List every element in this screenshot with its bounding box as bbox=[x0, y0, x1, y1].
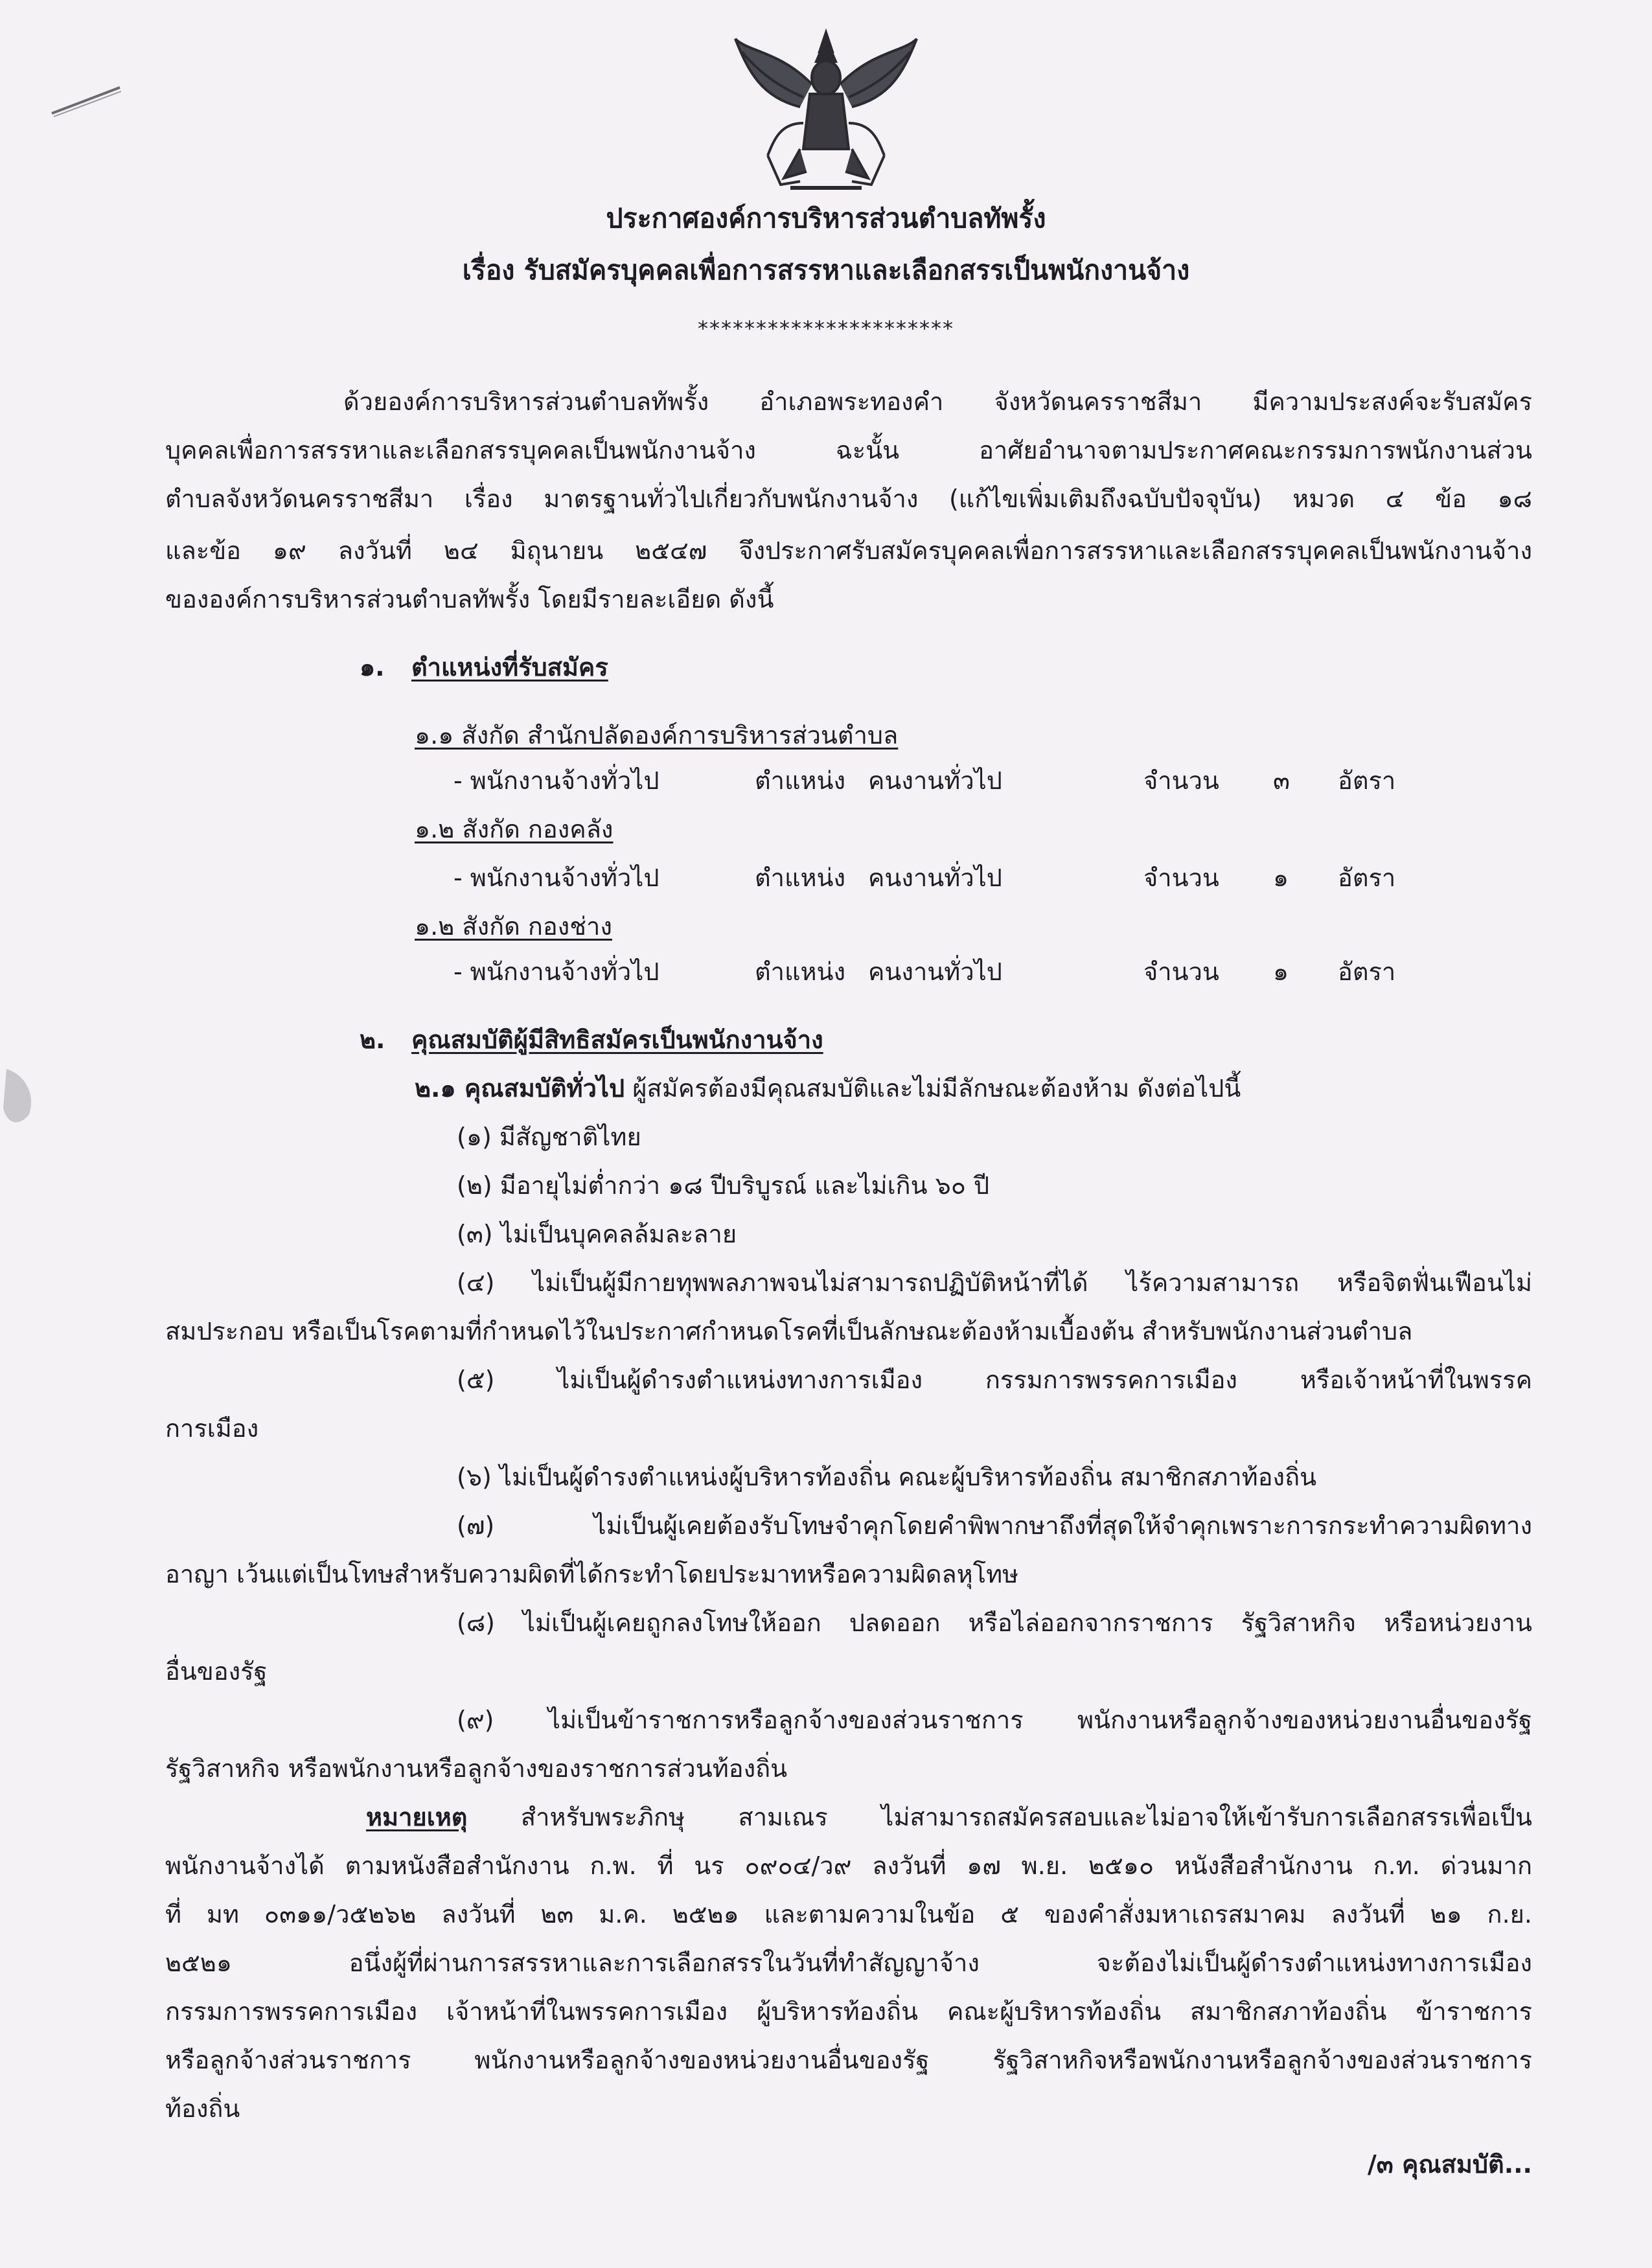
group-1-position: คนงานทั่วไป bbox=[868, 766, 1002, 795]
remark-line-6: หรือลูกจ้างส่วนราชการ พนักงานหรือลูกจ้างของหน่วยงานอื่นของรัฐ รัฐวิสาหกิจหรือพนักงานหรือลูกจ้างของส่วนราชการ bbox=[165, 2046, 1532, 2074]
paper-smudge bbox=[0, 1062, 45, 1134]
qualification-6: (๖) ไม่เป็นผู้ดำรงตำแหน่งผู้บริหารท้องถิ่น คณะผู้บริหารท้องถิ่น สมาชิกสภาท้องถิ่น bbox=[457, 1463, 1317, 1491]
qualification-3: (๓) ไม่เป็นบุคคลล้มละลาย bbox=[457, 1220, 737, 1248]
group-3-count: ๑ bbox=[1273, 957, 1289, 986]
intro-line-2: บุคคลเพื่อการสรรหาและเลือกสรรบุคคลเป็นพนักงานจ้าง ฉะนั้น อาศัยอำนาจตามประกาศคณะกรรมการพนักงานส่วน bbox=[165, 436, 1532, 464]
group-2-unit: อัตรา bbox=[1338, 864, 1396, 892]
section-1-number: ๑. bbox=[360, 653, 385, 682]
group-1-unit: อัตรา bbox=[1338, 766, 1396, 795]
section-2-1-heading: ๒.๑ คุณสมบัติทั่วไป bbox=[415, 1074, 625, 1103]
qualification-5-line-1: (๕) ไม่เป็นผู้ดำรงตำแหน่งทางการเมือง กรรมการพรรคการเมือง หรือเจ้าหน้าที่ในพรรค bbox=[457, 1366, 1532, 1394]
group-3-unit: อัตรา bbox=[1338, 957, 1396, 986]
section-2-number: ๒. bbox=[360, 1025, 385, 1054]
intro-line-4: และข้อ ๑๙ ลงวันที่ ๒๔ มิถุนายน ๒๕๔๗ จึงประกาศรับสมัครบุคคลเพื่อการสรรหาและเลือกสรรบุคคลเป็นพนักงานจ้าง bbox=[165, 536, 1532, 565]
remark-line-1 bbox=[366, 1801, 1532, 1833]
garuda-emblem-icon bbox=[729, 26, 923, 201]
qualification-8-line-1: (๘) ไม่เป็นผู้เคยถูกลงโทษให้ออก ปลดออก หรือไล่ออกจากราชการ รัฐวิสาหกิจ หรือหน่วยงาน bbox=[457, 1609, 1532, 1637]
group-2-position-label: ตำแหน่ง bbox=[755, 864, 846, 892]
group-3-position: คนงานทั่วไป bbox=[868, 957, 1002, 986]
pen-scratch-mark bbox=[49, 81, 126, 120]
qualification-7-line-1: (๗) ไม่เป็นผู้เคยต้องรับโทษจำคุกโดยคำพิพากษาถึงที่สุดให้จำคุกเพราะการกระทำความผิดทาง bbox=[457, 1511, 1532, 1540]
qualification-4-line-2: สมประกอบ หรือเป็นโรคตามที่กำหนดไว้ในประกาศกำหนดโรคที่เป็นลักษณะต้องห้ามเบื้องต้น สำหรับพนักงานส่วนตำบล bbox=[165, 1317, 1413, 1346]
qualification-7-line-2: อาญา เว้นแต่เป็นโทษสำหรับความผิดที่ได้กระทำโดยประมาทหรือความผิดลหุโทษ bbox=[165, 1560, 1019, 1588]
section-2-1 bbox=[415, 1072, 1241, 1105]
intro-line-1: ด้วยองค์การบริหารส่วนตำบลทัพรั้ง อำเภอพระทองคำ จังหวัดนครราชสีมา มีความประสงค์จะรับสมัคร bbox=[343, 387, 1532, 416]
group-2-type: - พนักงานจ้างทั่วไป bbox=[453, 864, 660, 892]
document-subject: เรื่อง รับสมัครบุคคลเพื่อการสรรหาและเลือกสรรเป็นพนักงานจ้าง bbox=[462, 255, 1190, 286]
remark-line-3: ที่ มท ๐๓๑๑/ว๕๒๖๒ ลงวันที่ ๒๓ ม.ค. ๒๕๒๑ และตามความในข้อ ๕ ของคำสั่งมหาเถรสมาคม ลงวันที่ ๒๑ ก.ย. bbox=[165, 1900, 1532, 1929]
group-1-count-label: จำนวน bbox=[1143, 766, 1219, 795]
group-2-label: ๑.๒ สังกัด กองคลัง bbox=[415, 815, 614, 843]
group-3-position-label: ตำแหน่ง bbox=[755, 957, 846, 986]
remark-line-2: พนักงานจ้างได้ ตามหนังสือสำนักงาน ก.พ. ที่ นร ๐๙๐๔/ว๙ ลงวันที่ ๑๗ พ.ย. ๒๕๑๐ หนังสือสำนักงาน ก.ท. ด่วนมาก bbox=[165, 1851, 1532, 1880]
qualification-4-line-1: (๔) ไม่เป็นผู้มีกายทุพพลภาพจนไม่สามารถปฏิบัติหน้าที่ได้ ไร้ความสามารถ หรือจิตฟั่นเฟือนไม่ bbox=[457, 1268, 1532, 1297]
remark-line-5: กรรมการพรรคการเมือง เจ้าหน้าที่ในพรรคการเมือง ผู้บริหารท้องถิ่น คณะผู้บริหารท้องถิ่น สมาชิกสภาท้องถิ่น ข้าราชการ bbox=[165, 1997, 1532, 2026]
group-3-count-label: จำนวน bbox=[1143, 957, 1219, 986]
qualification-9-line-2: รัฐวิสาหกิจ หรือพนักงานหรือลูกจ้างของราชการส่วนท้องถิ่น bbox=[165, 1754, 788, 1783]
section-2-heading: คุณสมบัติผู้มีสิทธิสมัครเป็นพนักงานจ้าง bbox=[411, 1025, 823, 1054]
group-2-position: คนงานทั่วไป bbox=[868, 864, 1002, 892]
group-2-count-label: จำนวน bbox=[1143, 864, 1219, 892]
remark-line-4: ๒๕๒๑ อนึ่งผู้ที่ผ่านการสรรหาและการเลือกสรรในวันที่ทำสัญญาจ้าง จะต้องไม่เป็นผู้ดำรงตำแหน่งทางการเมือง bbox=[165, 1949, 1532, 1977]
qualification-9-line-1: (๙) ไม่เป็นข้าราชการหรือลูกจ้างของส่วนราชการ พนักงานหรือลูกจ้างของหน่วยงานอื่นของรัฐ bbox=[457, 1706, 1532, 1734]
qualification-1: (๑) มีสัญชาติไทย bbox=[457, 1123, 641, 1151]
group-1-type: - พนักงานจ้างทั่วไป bbox=[453, 766, 660, 795]
remark-text-1: สำหรับพระภิกษุ สามเณร ไม่สามารถสมัครสอบและไม่อาจให้เข้ารับการเลือกสรรเพื่อเป็น bbox=[467, 1803, 1532, 1831]
remark-line-7: ท้องถิ่น bbox=[165, 2094, 240, 2123]
group-1-label: ๑.๑ สังกัด สำนักปลัดองค์การบริหารส่วนตำบล bbox=[415, 721, 899, 750]
section-2-1-text: ผู้สมัครต้องมีคุณสมบัติและไม่มีลักษณะต้องห้าม ดังต่อไปนี้ bbox=[625, 1074, 1241, 1103]
group-3-type: - พนักงานจ้างทั่วไป bbox=[453, 957, 660, 986]
qualification-2: (๒) มีอายุไม่ต่ำกว่า ๑๘ ปีบริบูรณ์ และไม่เกิน ๖๐ ปี bbox=[457, 1171, 990, 1200]
group-3-label: ๑.๒ สังกัด กองช่าง bbox=[415, 912, 612, 941]
intro-line-3: ตำบลจังหวัดนครราชสีมา เรื่อง มาตรฐานทั่วไปเกี่ยวกับพนักงานจ้าง (แก้ไขเพิ่มเติมถึงฉบับปัจจุบัน) หมวด ๔ ข้อ ๑๘ bbox=[165, 485, 1532, 513]
group-1-position-label: ตำแหน่ง bbox=[755, 766, 846, 795]
qualification-5-line-2: การเมือง bbox=[165, 1414, 259, 1443]
section-1-heading: ตำแหน่งที่รับสมัคร bbox=[411, 653, 608, 682]
remark-label: หมายเหตุ bbox=[366, 1803, 468, 1831]
group-1-count: ๓ bbox=[1273, 766, 1290, 795]
qualification-8-line-2: อื่นของรัฐ bbox=[165, 1657, 268, 1686]
page-continuation: /๓ คุณสมบัติ... bbox=[1367, 2150, 1532, 2179]
separator-stars: ********************** bbox=[698, 316, 954, 341]
document-title: ประกาศองค์การบริหารส่วนตำบลทัพรั้ง bbox=[606, 203, 1046, 234]
group-2-count: ๑ bbox=[1273, 864, 1289, 892]
intro-line-5: ขององค์การบริหารส่วนตำบลทัพรั้ง โดยมีรายละเอียด ดังนี้ bbox=[165, 585, 774, 613]
